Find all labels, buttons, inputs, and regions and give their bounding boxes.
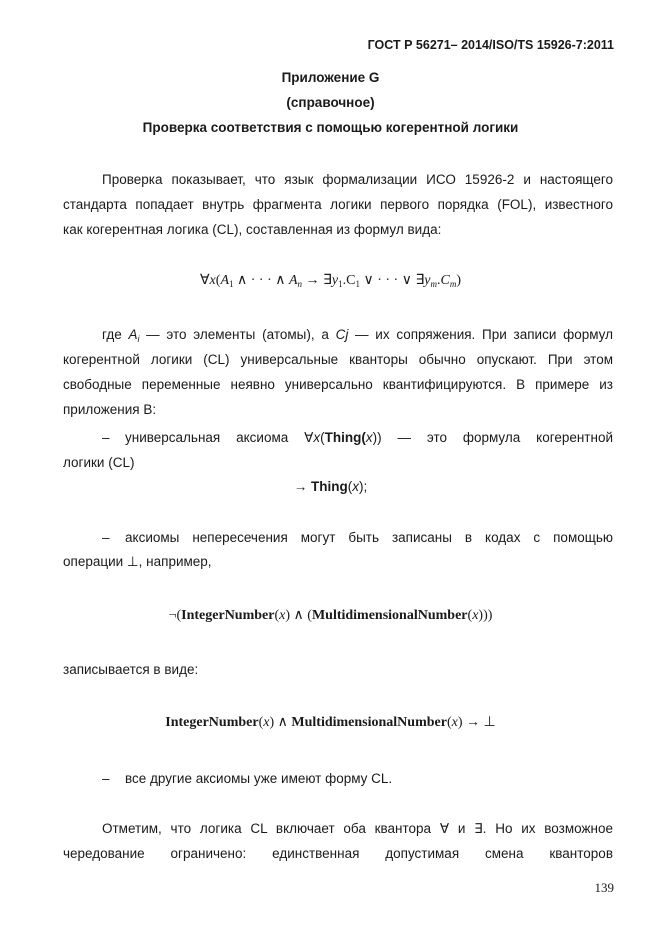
bullet1-line2: логики (CL) [63,455,135,470]
formula-coherent-form: IntegerNumber(x) ∧ MultidimensionalNumber(x) → ⊥ [165,715,496,730]
para3-line2: чередование ограничено: единственная допустимая смена кванторов [63,846,613,861]
formula-coherent: $\forall x(A_1$ ∧ · · · ∧ $A_n$ → $\exists y_1.C_1$ ∨ · · · ∨ $\exists y_m.C_m$) [199,273,462,289]
formula-disjoint: ¬(IntegerNumber(x) ∧ (MultidimensionalNumber(x))) [168,608,493,623]
bullet1-dash: – [102,430,110,445]
para3-line1: Отметим, что логика CL включает оба квантора ∀ и ∃. Но их возможное [102,821,613,836]
bullet1-line1: универсальная аксиома ∀x(Thing(x)) — это формула когерентной [125,430,613,445]
para1-line1: Проверка показывает, что язык формализации ИСО 15926-2 и настоящего [102,172,613,187]
bullet3-text: все другие аксиомы уже имеют форму CL. [125,771,393,786]
para1-line3: как когерентная логика (CL), составленная из формул вида: [63,222,442,237]
bullet2-line2: операции ⊥, например, [63,554,212,569]
bullet2-line1: аксиомы непересечения могут быть записаны в кодах с помощью [125,530,613,545]
bullet2-dash: – [102,530,110,545]
appendix-title: Приложение G [281,70,380,85]
bullet3-dash: – [102,771,110,786]
written-as: записывается в виде: [63,662,199,677]
para1-line2: стандарта попадает внутрь фрагмента логики первого порядка (FOL), известного [63,197,613,212]
para2-line2: когерентной логики (CL) универсальные кванторы обычно опускают. При этом [63,352,613,367]
appendix-heading: Проверка соответствия с помощью когерентной логики [142,120,519,135]
bullet1-formula: → Thing(x); [293,479,368,494]
para2-line1: где $A_i$ — это элементы (атомы), а Cj — их сопряжения. При записи формул [102,327,613,344]
para2-line3: свободные переменные неявно универсально квантифицируются. В примере из [63,377,613,392]
page-number: 139 [594,880,614,895]
appendix-subtitle: (справочное) [286,95,375,110]
para2-line4: приложения B: [63,402,157,417]
document-header: ГОСТ Р 56271– 2014/ISO/TS 15926-7:2011 [367,38,614,52]
